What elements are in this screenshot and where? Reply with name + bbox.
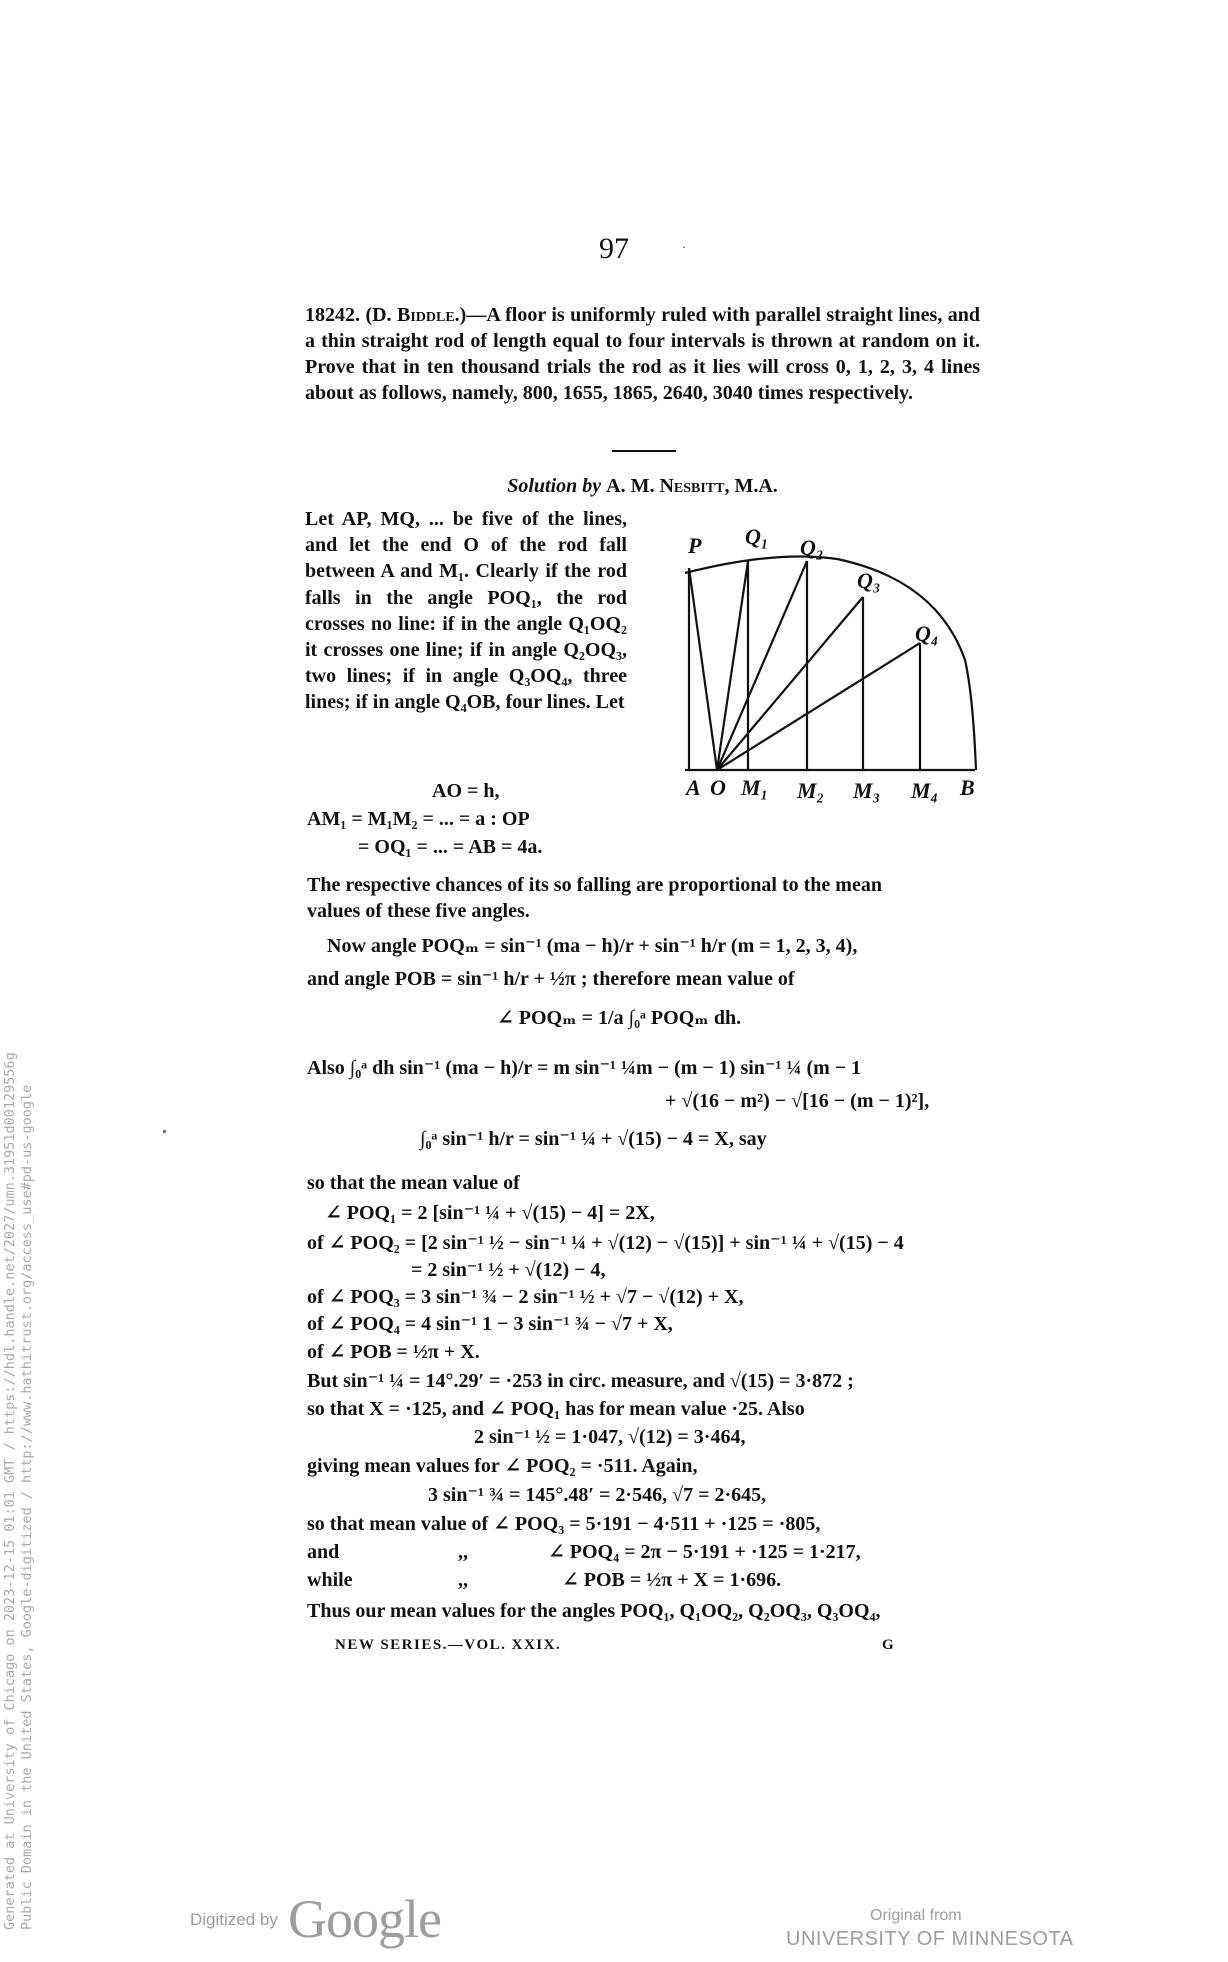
digitized-by-label: Digitized by — [190, 1910, 278, 1929]
rod-oq2 — [717, 561, 807, 770]
rod-op — [689, 568, 717, 770]
problem-text: —A floor is uniformly ruled with parallel straight lines, and a thin straight rod of length equal to four intervals is thrown at random on it. Prove that in ten thousand trials the rod as it lies will cross 0, 1, 2, 3, 4 lines about as follows, namely, 800, 1655, 1865, 2640, 3040 times respectively. — [305, 304, 981, 404]
label-o: O — [710, 775, 726, 800]
label-q2: Q₂ — [800, 535, 824, 560]
text-line: values of these five angles. — [307, 900, 530, 922]
scan-speck — [163, 1130, 166, 1133]
equation-line: of ∠ POQ₄ = 4 sin⁻¹ 1 − 3 sin⁻¹ ¾ − √7 + X, — [307, 1313, 673, 1335]
section-divider — [612, 450, 676, 452]
problem-statement — [305, 302, 980, 406]
equation-line: 3 sin⁻¹ ¾ = 145°.48′ = 2·546, √7 = 2·645, — [428, 1484, 767, 1506]
label-b: B — [960, 775, 975, 800]
problem-author: (D. Biddle.) — [365, 304, 467, 326]
equation-line: ∫₀ᵃ sin⁻¹ h/r = sin⁻¹ ¼ + √(15) − 4 = X, say — [420, 1128, 767, 1150]
text-line: Thus our mean values for the angles POQ₁, Q₁OQ₂, Q₂OQ₃, Q₃OQ₄, — [307, 1600, 881, 1622]
text-line: giving mean values for ∠ POQ₂ = ·511. Again, — [307, 1455, 698, 1477]
google-logo: Google — [288, 1889, 441, 1949]
stamp-line-2: Public Domain in the United States, Google-digitized / http://www.hathitrust.org/access_use#pd-us-google — [19, 1084, 35, 1930]
series-footer: NEW SERIES.—VOL. XXIX. — [335, 1637, 562, 1653]
ditto-mark: ,, — [458, 1569, 468, 1591]
text-line: and — [307, 1541, 340, 1563]
equation-line: ∠ POQₘ = 1/a ∫₀ᵃ POQₘ dh. — [497, 1007, 742, 1029]
institution-label: UNIVERSITY OF MINNESOTA — [786, 1928, 1074, 1950]
equation-line: ∠ POQ₁ = 2 [sin⁻¹ ¼ + √(15) − 4] = 2X, — [325, 1202, 655, 1224]
label-p: P — [688, 533, 702, 558]
equation-line: of ∠ POB = ½π + X. — [307, 1341, 480, 1363]
equation-line: ∠ POQ₄ = 2π − 5·191 + ·125 = 1·217, — [548, 1541, 861, 1563]
label-q1: Q₁ — [745, 524, 769, 549]
equation-line: ∠ POB = ½π + X = 1·696. — [562, 1569, 782, 1591]
eq-oq: = OQ₁ = ... = AB = 4a. — [358, 836, 543, 858]
solution-author: A. M. Nesbitt, M.A. — [606, 475, 778, 497]
equation-line: Also ∫₀ᵃ dh sin⁻¹ (ma − h)/r = m sin⁻¹ ¼m − (m − 1) sin⁻¹ ¼ (m − 1 — [307, 1057, 862, 1079]
text-line: while — [307, 1569, 353, 1591]
original-from-label: Original from — [870, 1907, 962, 1924]
solution-intro: Let AP, MQ, ... be five of the lines, and let the end O of the rod fall between A and M₁. Clearly if the rod falls in the angle POQ₁, the rod crosses no line: if in the angle Q₁OQ₂ it crosses one line; if in angle Q₂OQ₃, two lines; if in angle Q₃OQ₄, three lines; if in angle Q₄OB, four lines. Let — [305, 508, 627, 714]
label-a: A — [686, 775, 701, 800]
text-line: and angle POB = sin⁻¹ h/r + ½π ; therefore mean value of — [307, 968, 795, 990]
label-q4: Q₄ — [915, 621, 939, 646]
text-line: But sin⁻¹ ¼ = 14°.29′ = ·253 in circ. measure, and √(15) = 3·872 ; — [307, 1370, 854, 1392]
text-line: The respective chances of its so falling are proportional to the mean — [307, 874, 882, 896]
stamp-line-1: Generated at University of Chicago on 2023-12-15 01:01 GMT / https://hdl.handle.net/2027/umn.31951d00129556g — [2, 1052, 18, 1930]
hathitrust-stamp — [2, 1052, 36, 1930]
page-number — [0, 232, 1228, 266]
eq-ao: AO = h, — [432, 780, 500, 802]
page-mark: · — [682, 240, 686, 254]
eq-am: AM₁ = M₁M₂ = ... = a : OP — [307, 808, 530, 830]
equation-line: of ∠ POQ₃ = 3 sin⁻¹ ¾ − 2 sin⁻¹ ½ + √7 − √(12) + X, — [307, 1286, 744, 1308]
figure-lines — [685, 556, 976, 770]
equation-line: = 2 sin⁻¹ ½ + √(12) − 4, — [411, 1259, 606, 1281]
solution-heading — [305, 475, 980, 498]
text-line: so that X = ·125, and ∠ POQ₁ has for mean value ·25. Also — [307, 1398, 805, 1420]
text-line: Now angle POQₘ = sin⁻¹ (ma − h)/r + sin⁻¹ h/r (m = 1, 2, 3, 4), — [327, 935, 858, 957]
label-m2: M₂ — [797, 778, 825, 803]
page-number-text: 97 — [599, 232, 629, 265]
text-line: so that the mean value of — [307, 1172, 520, 1194]
equation-line: 2 sin⁻¹ ½ = 1·047, √(12) = 3·464, — [474, 1426, 746, 1448]
label-q3: Q₃ — [857, 568, 881, 593]
equation-line: so that mean value of ∠ POQ₃ = 5·191 − 4·511 + ·125 = ·805, — [307, 1513, 821, 1535]
label-m3: M₃ — [853, 778, 881, 803]
label-m1: M₁ — [741, 775, 769, 800]
geometry-figure — [675, 520, 980, 810]
ditto-mark: ,, — [458, 1541, 468, 1563]
solution-label: Solution by — [507, 475, 602, 497]
signature-mark: G — [882, 1637, 894, 1653]
label-m4: M₄ — [911, 778, 939, 803]
equation-line: of ∠ POQ₂ = [2 sin⁻¹ ½ − sin⁻¹ ¼ + √(12) − √(15)] + sin⁻¹ ¼ + √(15) − 4 — [307, 1232, 904, 1254]
arc — [685, 556, 976, 770]
equation-line: + √(16 − m²) − √[16 − (m − 1)²], — [665, 1090, 930, 1112]
problem-number: 18242. — [305, 304, 360, 326]
